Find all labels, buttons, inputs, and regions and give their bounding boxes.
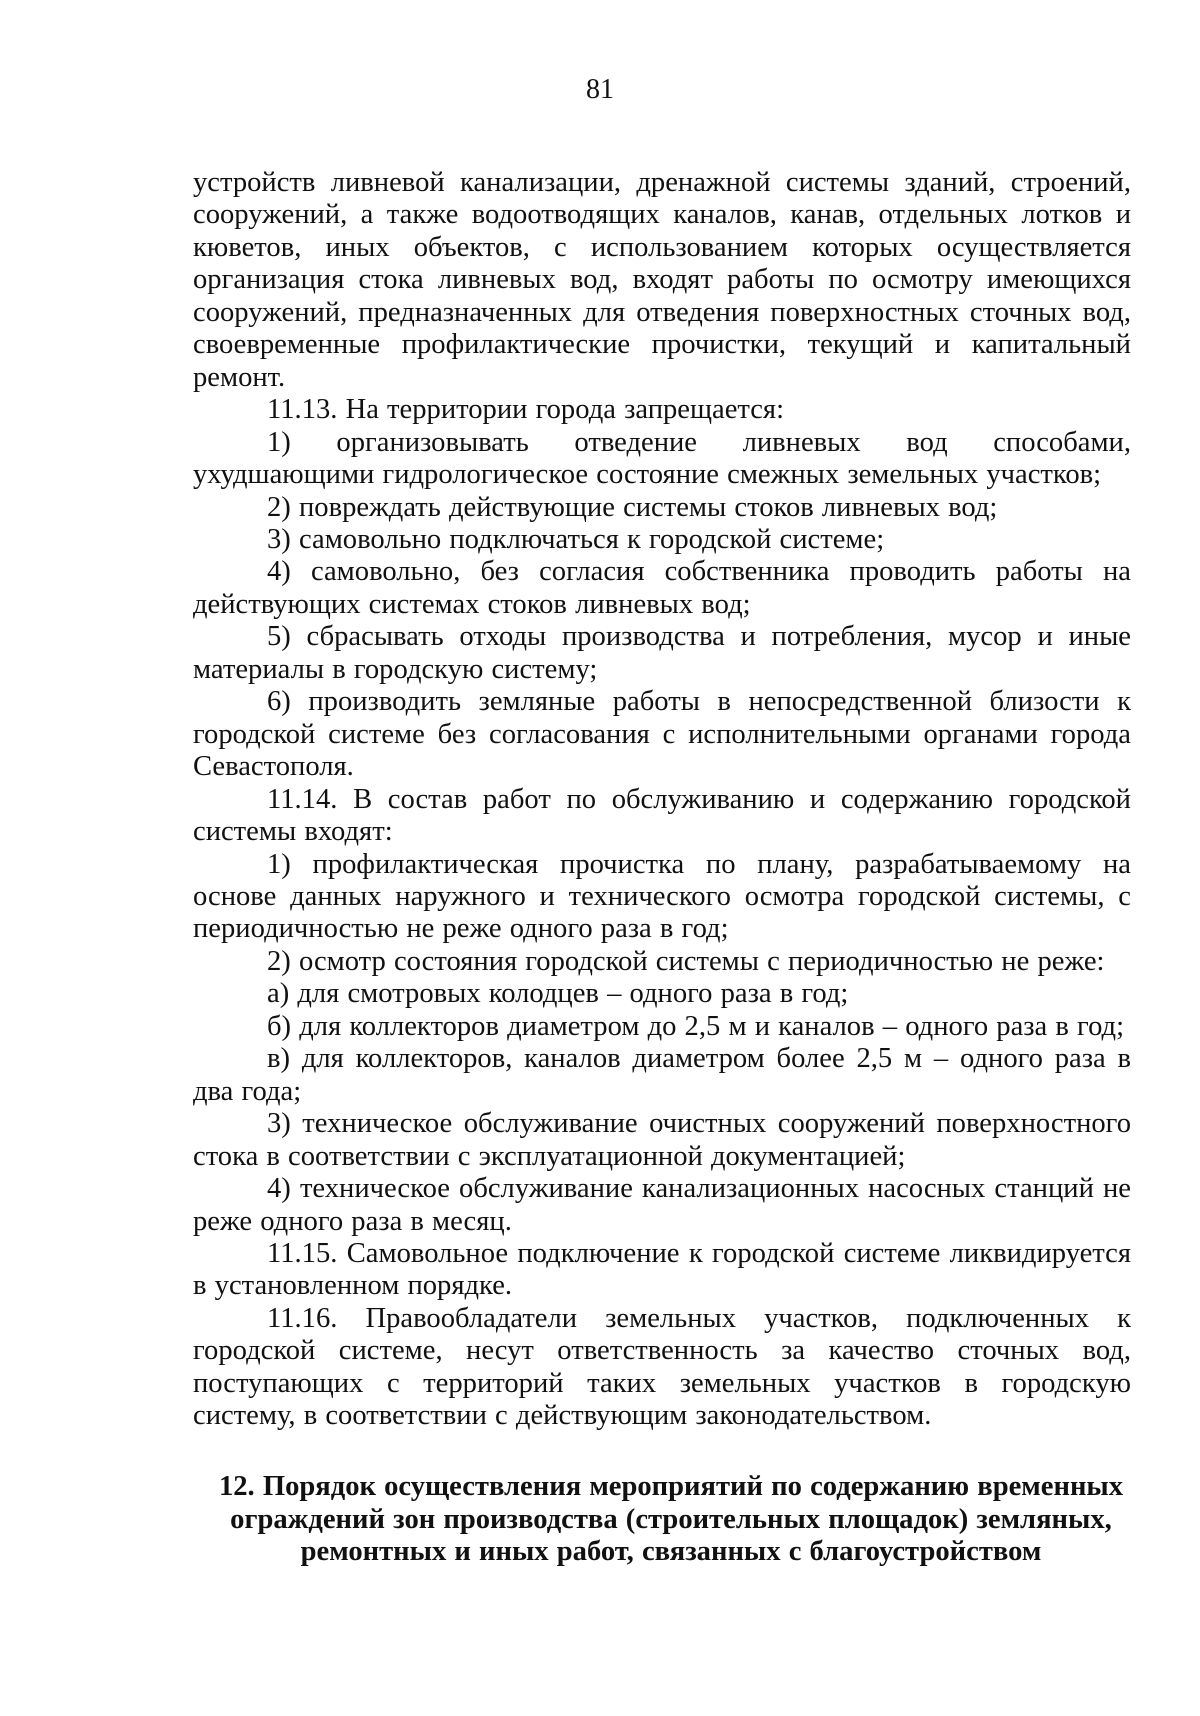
sub-list-item: в) для коллекторов, каналов диаметром более 2,5 м – одного раза в два года;: [193, 1043, 1131, 1107]
document-body: [193, 167, 1131, 1433]
list-item: 4) техническое обслуживание канализационных насосных станций не реже одного раза в месяц.: [193, 1173, 1131, 1237]
sub-list-item: б) для коллекторов диаметром до 2,5 м и каналов – одного раза в год;: [267, 1010, 1125, 1042]
paragraph-continuation: устройств ливневой канализации, дренажной системы зданий, строений, сооружений, а также водоотводящих каналов, канав, отдельных лотков и кюветов, иных объектов, с использованием которых осуществляется организация стока ливневых вод, входят работы по осмотру имеющихся сооружений, предназначенных для отведения поверхностных сточных вод, своевременные профилактические прочистки, текущий и капитальный ремонт.: [193, 167, 1131, 393]
list-item: 3) самовольно подключаться к городской системе;: [267, 523, 885, 555]
list-item: 1) организовывать отведение ливневых вод способами, ухудшающими гидрологическое состояние смежных земельных участков;: [193, 426, 1131, 491]
list-item: 1) профилактическая прочистка по плану, разрабатываемому на основе данных наружного и технического осмотра городской системы, с периодичностью не реже одного раза в год;: [193, 848, 1131, 945]
page-number: 81: [586, 74, 614, 105]
clause-11-14: 11.14. В состав работ по обслуживанию и содержанию городской системы входят:: [193, 783, 1131, 848]
clause-11-13: 11.13. На территории города запрещается:: [267, 394, 785, 426]
list-item: 2) осмотр состояния городской системы с периодичностью не реже:: [267, 945, 1105, 977]
clause-11-15: 11.15. Самовольное подключение к городской системе ликвидируется в установленном порядке.: [193, 1237, 1131, 1302]
list-item: 6) производить земляные работы в непосредственной близости к городской системе без согласования с исполнительными органами города Севастополя.: [193, 686, 1131, 783]
list-item: 2) повреждать действующие системы стоков ливневых вод;: [267, 491, 998, 523]
list-item: 4) самовольно, без согласия собственника проводить работы на действующих системах стоков ливневых вод;: [193, 556, 1131, 620]
list-item: 5) сбрасывать отходы производства и потребления, мусор и иные материалы в городскую систему;: [193, 621, 1131, 685]
list-item: 3) техническое обслуживание очистных сооружений поверхностного стока в соответствии с эксплуатационной документацией;: [193, 1108, 1131, 1172]
section-heading: 12. Порядок осуществления мероприятий по содержанию временных ограждений зон производства (строительных площадок) земляных, ремонтных и иных работ, связанных с благоустройством: [218, 1471, 1124, 1567]
clause-11-16: 11.16. Правообладатели земельных участков, подключенных к городской системе, несут ответственность за качество сточных вод, поступающих с территорий таких земельных участков в городскую систему, в соответствии с действующим законодательством.: [193, 1302, 1131, 1432]
sub-list-item: а) для смотровых колодцев – одного раза в год;: [267, 978, 849, 1010]
